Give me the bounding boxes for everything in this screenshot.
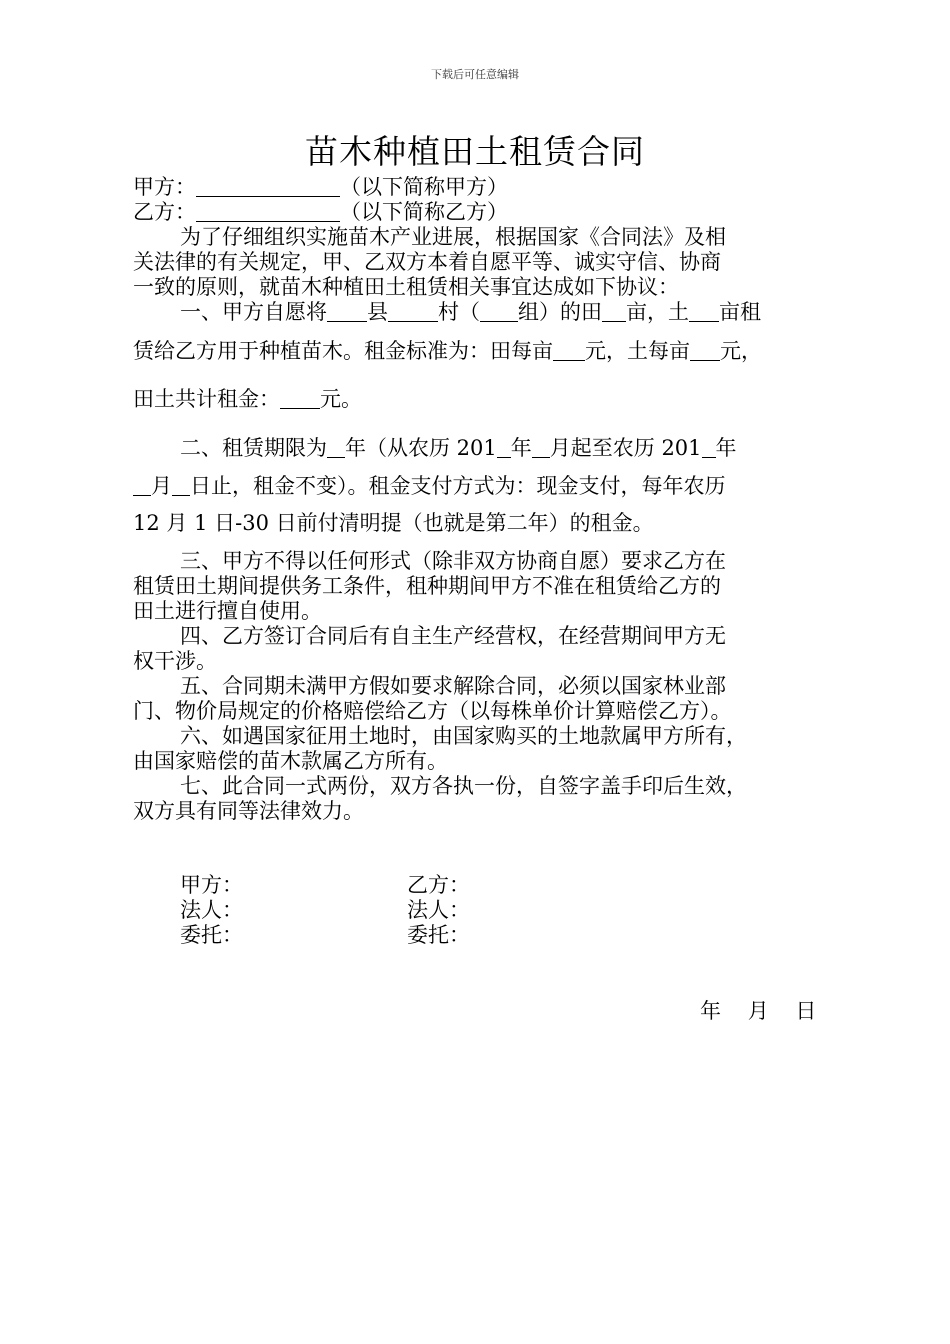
clause-6-line-2: 由国家赔偿的苗木款属乙方所有。 (133, 749, 448, 773)
party-b-name-blank[interactable] (196, 201, 340, 222)
clause-5-line-2: 门、物价局规定的价格赔偿给乙方（以每株单价计算赔偿乙方）。 (133, 699, 732, 723)
party-a-legal-rep-label: 法人： (180, 898, 243, 922)
signing-date: 年 月 日 (700, 999, 817, 1023)
clause-1-text: 元， (720, 339, 762, 363)
party-b-line (133, 199, 508, 225)
document-title: 苗木种植田土租赁合同 (305, 132, 645, 171)
clause-2-line-3: 12 月 1 日-30 日前付清明提（也就是第二年）的租金。 (133, 511, 654, 535)
clause-1-text: 亩租 (719, 300, 761, 324)
clause-2-text: 日止，租金不变）。租金支付方式为：现金支付，每年农历 (190, 474, 726, 498)
end-year-blank[interactable] (702, 437, 716, 458)
start-year-blank[interactable] (497, 437, 511, 458)
party-a-label: 甲方： (133, 175, 196, 199)
clause-2-line-2 (133, 473, 726, 499)
header-note: 下载后可任意编辑 (431, 68, 519, 81)
party-b-label: 乙方： (133, 200, 196, 224)
clause-2-text: 年（从农历 201 (345, 436, 497, 460)
clause-6-line-1: 六、如遇国家征用土地时，由国家购买的土地款属甲方所有， (180, 724, 747, 748)
clause-1-text: 亩，土 (626, 300, 689, 324)
clause-3-line-3: 田土进行擅自使用。 (133, 599, 322, 623)
field-area-blank[interactable] (602, 301, 626, 322)
party-a-agent-label: 委托： (180, 923, 243, 947)
soil-rent-blank[interactable] (690, 340, 720, 361)
intro-line-2: 关法律的有关规定，甲、乙双方本着自愿平等、诚实守信、协商 (133, 250, 721, 274)
field-rent-blank[interactable] (553, 340, 585, 361)
clause-2-text: 年 (715, 436, 737, 460)
clause-1-text: 元。 (320, 387, 362, 411)
county-blank[interactable] (327, 301, 367, 322)
clause-1-line-1 (180, 299, 761, 325)
clause-1-line-3 (133, 386, 362, 412)
clause-4-line-2: 权干涉。 (133, 649, 217, 673)
intro-line-3: 一致的原则，就苗木种植田土租赁相关事宜达成如下协议： (133, 275, 679, 299)
term-years-blank[interactable] (327, 437, 345, 458)
clause-1-text: 组）的田 (518, 300, 602, 324)
party-a-line (133, 174, 508, 200)
group-blank[interactable] (480, 301, 518, 322)
clause-2-text: 月起至农历 201 (549, 436, 702, 460)
clause-1-text: 田土共计租金： (133, 387, 280, 411)
village-blank[interactable] (388, 301, 438, 322)
party-a-name-blank[interactable] (196, 176, 340, 197)
party-a-suffix: （以下简称甲方） (340, 175, 508, 199)
total-rent-blank[interactable] (280, 388, 320, 409)
clause-1-text: 赁给乙方用于种植苗木。租金标准为：田每亩 (133, 339, 553, 363)
clause-1-text: 一、甲方自愿将 (180, 300, 327, 324)
clause-3-line-1: 三、甲方不得以任何形式（除非双方协商自愿）要求乙方在 (180, 549, 726, 573)
party-b-suffix: （以下简称乙方） (340, 200, 508, 224)
end-day-blank[interactable] (172, 475, 190, 496)
clause-2-line-1 (180, 435, 737, 461)
clause-2-text: 月 (151, 474, 172, 498)
party-b-legal-rep-label: 法人： (407, 898, 470, 922)
party-b-signature-label: 乙方： (407, 873, 470, 897)
clause-3-line-2: 租赁田土期间提供务工条件，租种期间甲方不准在租赁给乙方的 (133, 574, 721, 598)
clause-2-text: 年 (510, 436, 532, 460)
soil-area-blank[interactable] (689, 301, 719, 322)
clause-2-text: 二、租赁期限为 (180, 436, 327, 460)
clause-4-line-1: 四、乙方签订合同后有自主生产经营权，在经营期间甲方无 (180, 624, 726, 648)
start-month-blank[interactable] (532, 437, 550, 458)
clause-7-line-2: 双方具有同等法律效力。 (133, 799, 364, 823)
clause-7-line-1: 七、此合同一式两份，双方各执一份，自签字盖手印后生效， (180, 774, 747, 798)
intro-line-1: 为了仔细组织实施苗木产业进展，根据国家《合同法》及相 (180, 225, 726, 249)
clause-5-line-1: 五、合同期未满甲方假如要求解除合同，必须以国家林业部 (180, 674, 726, 698)
clause-1-text: 村（ (438, 300, 480, 324)
clause-1-text: 县 (367, 300, 388, 324)
party-a-signature-label: 甲方： (180, 873, 243, 897)
party-b-agent-label: 委托： (407, 923, 470, 947)
end-month-blank[interactable] (133, 475, 151, 496)
clause-1-line-2 (133, 338, 762, 364)
clause-1-text: 元，土每亩 (585, 339, 690, 363)
